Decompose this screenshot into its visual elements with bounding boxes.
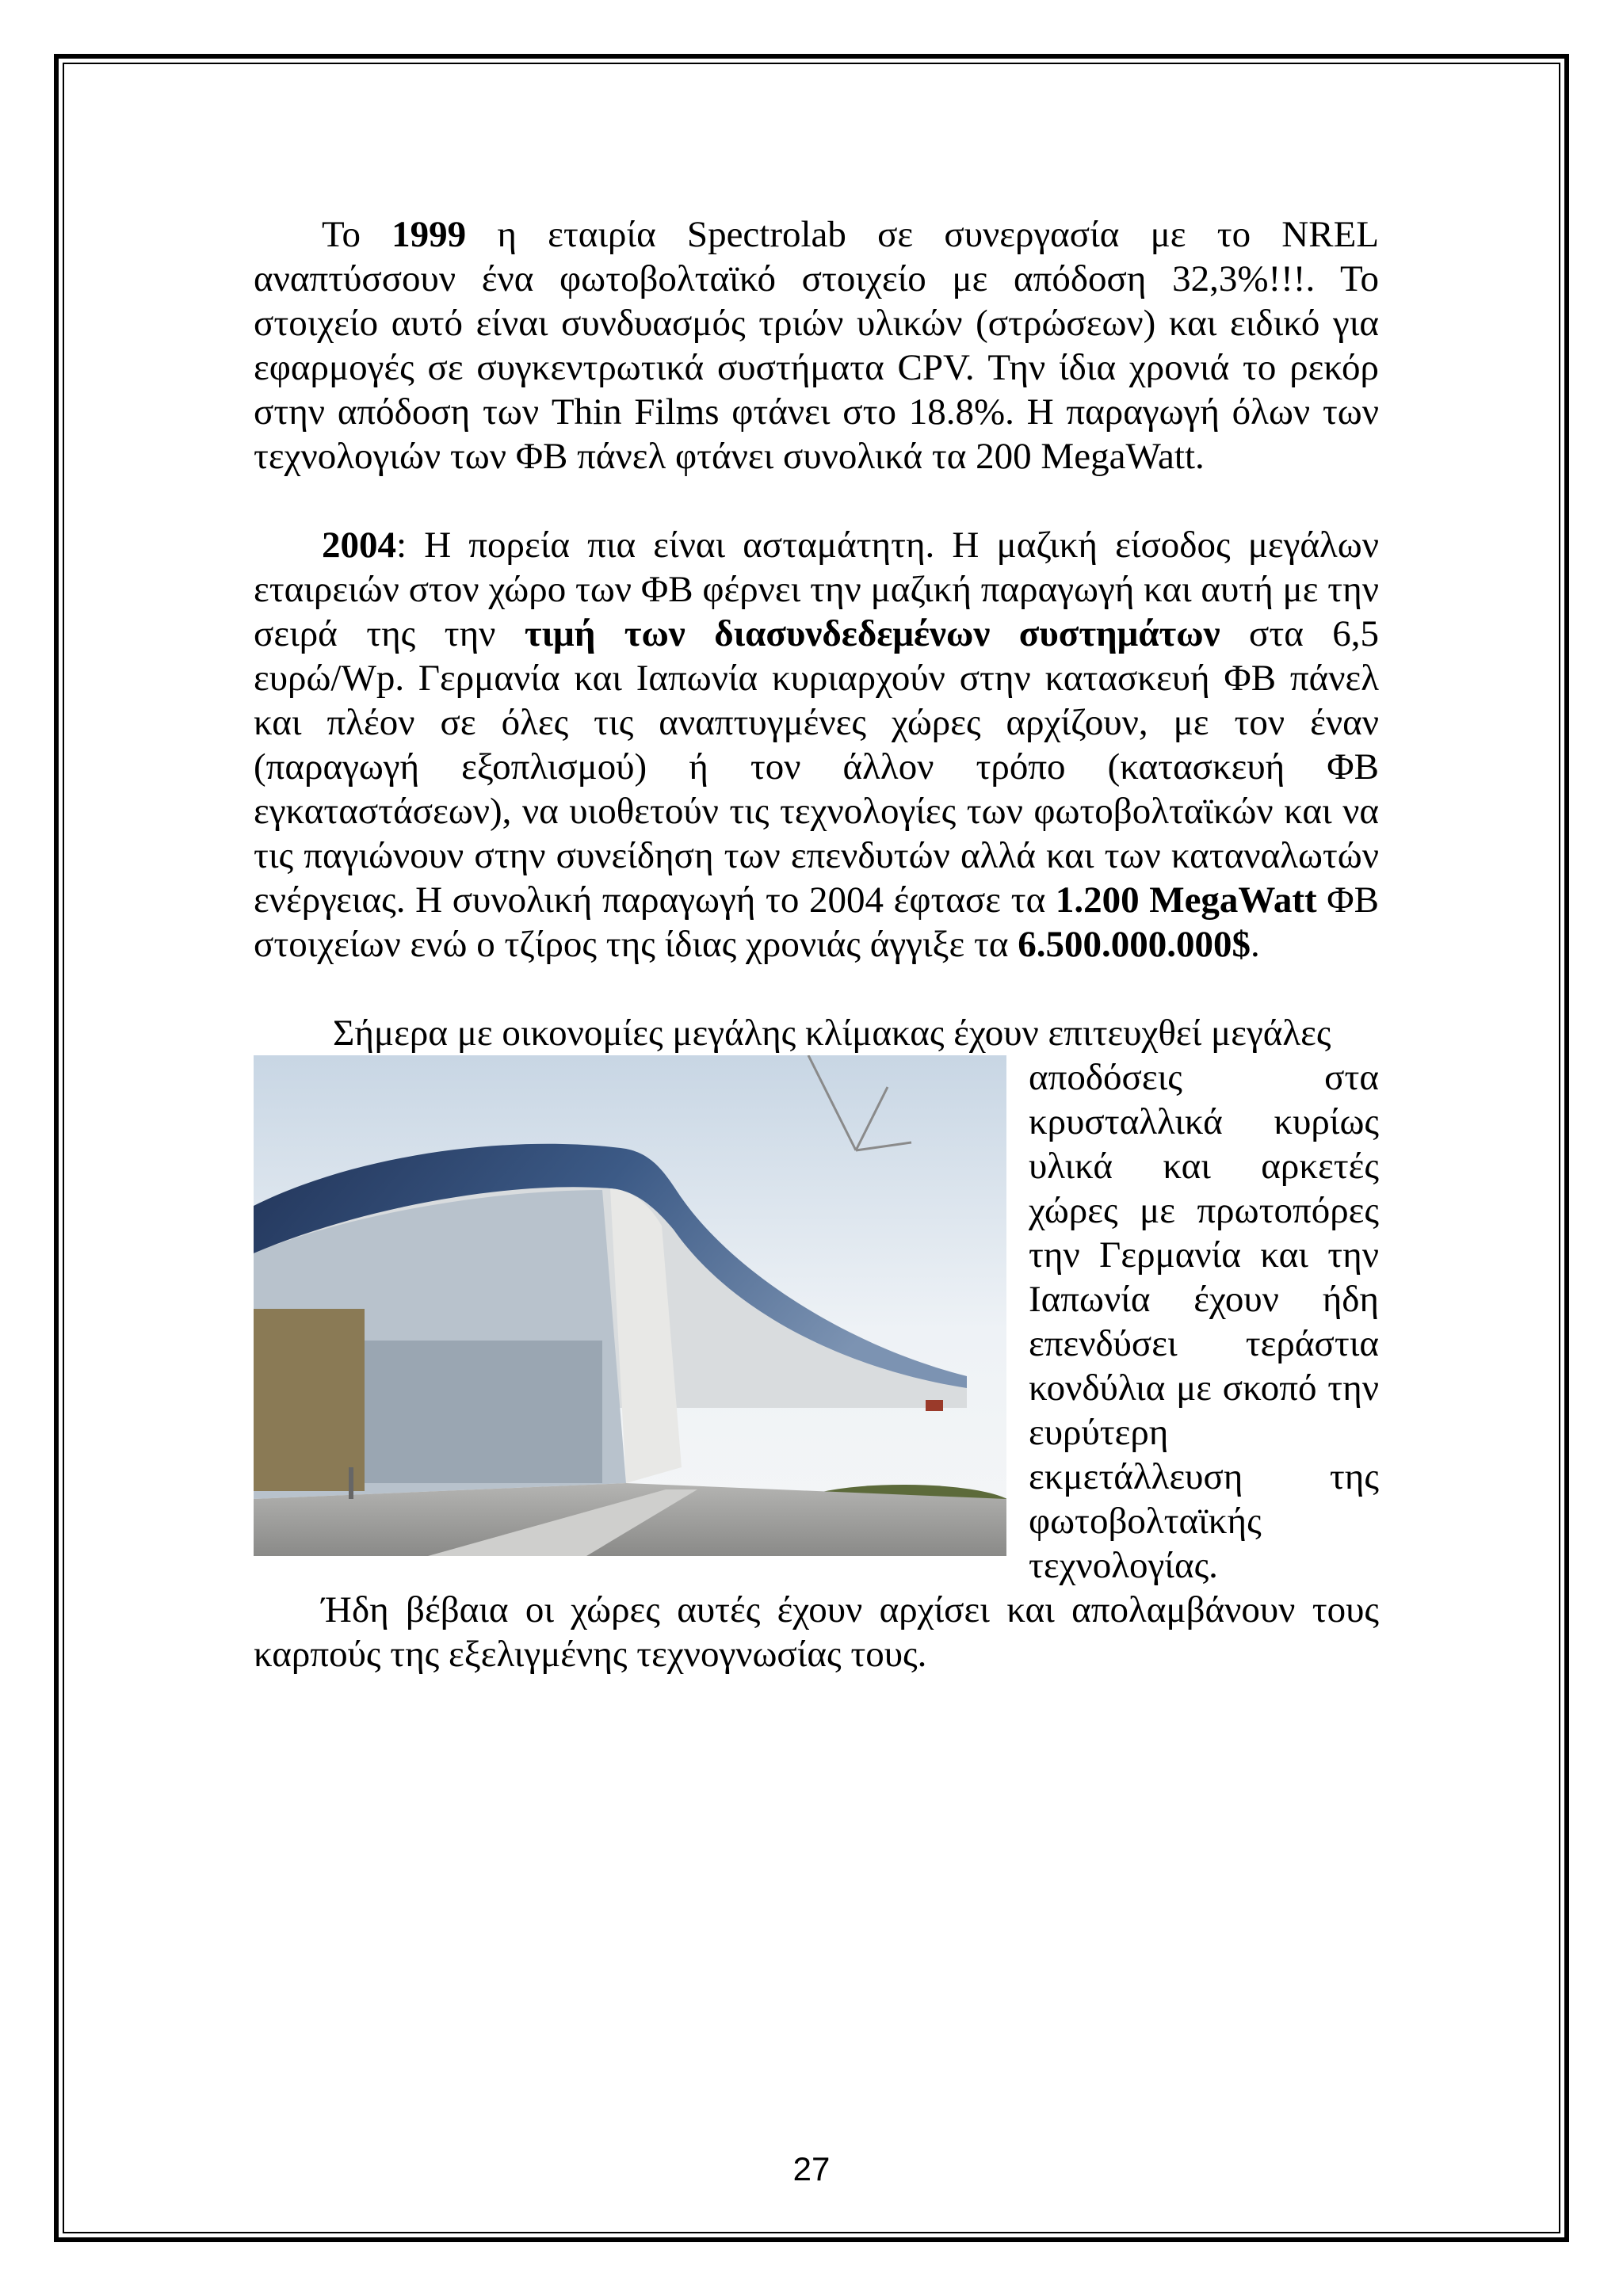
building-photo [254, 1055, 1006, 1556]
paragraph-spacer [254, 967, 1379, 1011]
paragraph-today-tail: Ήδη βέβαια οι χώρες αυτές έχουν αρχίσει και απολαμβάνουν τους καρπούς της εξελιγμένης τεχνογνωσίας τους. [254, 1589, 1379, 1675]
bold-phrase-turnover: 6.500.000.000$ [1018, 924, 1251, 965]
bold-phrase-price: τιμή των διασυνδεδεμένων συστημάτων [524, 613, 1220, 654]
year-2004: 2004 [322, 524, 396, 566]
text-run: : Η πορεία πια είναι ασταμάτητη. Η μαζική είσοδος μεγάλων εταιρειών στον χώρο των ΦΒ φέρνει την μαζική παραγωγή και αυτή με την σειρά της την [254, 524, 1379, 654]
paragraph-today-wrap: αποδόσεις στα κρυσταλλικά κυρίως υλικά και αρκετές χώρες με πρωτοπόρες την Γερμανία και την Ιαπωνία έχουν ήδη επενδύσει τεράστια κονδύλια με σκοπό την ευρύτερη εκμετάλλευση της φωτοβολταϊκής τεχνολογίας. [1029, 1057, 1379, 1586]
figure-wrap [254, 1055, 1379, 1588]
text-run: . [1250, 924, 1260, 965]
year-1999: 1999 [391, 214, 467, 255]
paragraph-today-lead: Σήμερα με οικονομίες μεγάλης κλίμακας έχουν επιτευχθεί μεγάλες [333, 1013, 1331, 1054]
bold-phrase-megawatt: 1.200 MegaWatt [1055, 879, 1317, 921]
text-run: Το [322, 214, 392, 255]
text-run: ΦΒ στοιχείων ενώ ο τζίρος της ίδιας χρονιάς άγγιξε τα [254, 879, 1379, 965]
paragraph-2004 [254, 523, 1379, 967]
paragraph-spacer [254, 479, 1379, 523]
text-run: στα 6,5 ευρώ/Wp. Γερμανία και Ιαπωνία κυριαρχούν στην κατασκευή ΦΒ πάνελ και πλέον σε όλες τις αναπτυγμένες χώρες αρχίζουν, με τον έναν (παραγωγή εξοπλισμού) ή τον άλλον τρόπο (κατασκευή ΦΒ εγκαταστάσεων), να υιοθετούν τις τεχνολογίες των φωτοβολταϊκών και να τις παγιώνουν στην συνείδηση των επενδυτών αλλά και των καταναλωτών ενέργειας. Η συνολική παραγωγή το 2004 έφτασε τα [254, 613, 1379, 921]
text-run: η εταιρία Spectrolab σε συνεργασία με το NREL αναπτύσσουν ένα φωτοβολταϊκό στοιχείο με απόδοση 32,3%!!!. Το στοιχείο αυτό είναι συνδυασμός τριών υλικών (στρώσεων) και ειδικό για εφαρμογές σε συγκεντρωτικά συστήματα CPV. Την ίδια χρονιά το ρεκόρ στην απόδοση των Thin Films φτάνει στο 18.8%. Η παραγωγή όλων των τεχνολογιών των ΦΒ πάνελ φτάνει συνολικά τα 200 MegaWatt. [254, 214, 1379, 477]
paragraph-1999 [254, 212, 1379, 479]
page-number: 27 [792, 2150, 831, 2187]
page-body [254, 212, 1379, 1676]
